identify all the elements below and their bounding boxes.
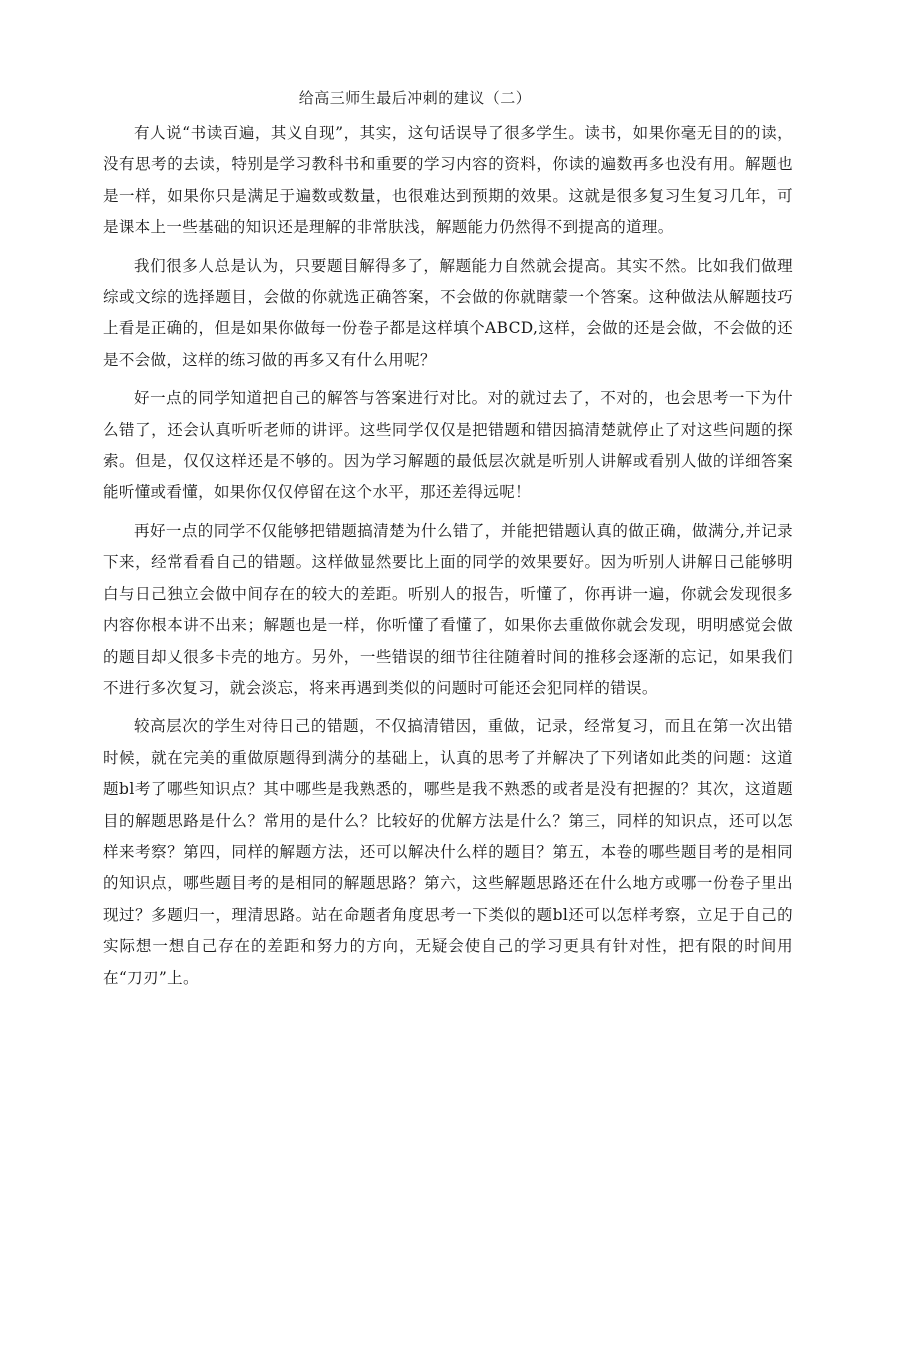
- paragraph-3: 好一点的同学知道把自己的解答与答案进行对比。对的就过去了，不对的，也会思考一下为什么错了，还会认真听听老师的讲评。这些同学仅仅是把错题和错因搞清楚就停止了对这些问题的探索。但是，仅仅这样还是不够的。因为学习解题的最低层次就是听别人讲解或看别人做的详细答案能听懂或看懂，如果你仅仅停留在这个水平，那还差得远呢！: [103, 389, 793, 502]
- document-body: [103, 118, 793, 1001]
- paragraph-5: 较高层次的学生对待日己的错题，不仅搞清错因，重做，记录，经常复习，而且在第一次出错时候，就在完美的重做原题得到满分的基础上，认真的思考了并解决了下列诸如此类的问题：这道题bl考了哪些知识点？其中哪些是我熟悉的，哪些是我不熟悉的或者是没有把握的？其次，这道题目的解题思路是什么？常用的是什么？比较好的优解方法是什么？第三，同样的知识点，还可以怎样来考察？第四，同样的解题方法，还可以解决什么样的题目？第五，本卷的哪些题目考的是相同的知识点，哪些题目考的是相同的解题思路？第六，这些解题思路还在什么地方或哪一份卷子里出现过？多题归一，理清思路。站在命题者角度思考一下类似的题bl还可以怎样考察，立足于自己的实际想一想自己存在的差距和努力的方向，无疑会使自己的学习更具有针对性，把有限的时间用在“刀刃”上。: [103, 717, 793, 987]
- paragraph-2: 我们很多人总是认为，只要题目解得多了，解题能力自然就会提高。其实不然。比如我们做理综或文综的选择题目，会做的你就选正确答案，不会做的你就瞎蒙一个答案。这种做法从解题技巧上看是正确的，但是如果你做每一份卷子都是这样填个ABCD,这样，会做的还是会做，不会做的还是不会做，这样的练习做的再多又有什么用呢？: [103, 256, 793, 369]
- document-title: 给高三师生最后冲刺的建议（二）: [298, 89, 532, 107]
- paragraph-4: 再好一点的同学不仅能够把错题搞清楚为什么错了，并能把错题认真的做正确，做满分,并记录下来，经常看看自己的错题。这样做显然要比上面的同学的效果要好。因为听别人讲解日己能够明白与日己独立会做中间存在的较大的差距。听别人的报告，听懂了，你再讲一遍，你就会发现很多内容你根本讲不出来；解题也是一样，你听懂了看懂了，如果你去重做你就会发现，明明感觉会做的题目却乂很多卡壳的地方。另外，一些错误的细节往往随着时间的推移会逐渐的忘记，如果我们不进行多次复习，就会淡忘，将来再遇到类似的问题时可能还会犯同样的错误。: [103, 521, 793, 697]
- paragraph-1: 有人说“书读百遍，其义自现”，其实，这句话误导了很多学生。读书，如果你毫无目的的读，没有思考的去读，特别是学习教科书和重要的学习内容的资料，你读的遍数再多也没有用。解题也是一样，如果你只是满足于遍数或数量，也很难达到预期的效果。这就是很多复习生复习几年，可是课本上一些基础的知识还是理解的非常肤浅，解题能力仍然得不到提高的道理。: [103, 124, 793, 237]
